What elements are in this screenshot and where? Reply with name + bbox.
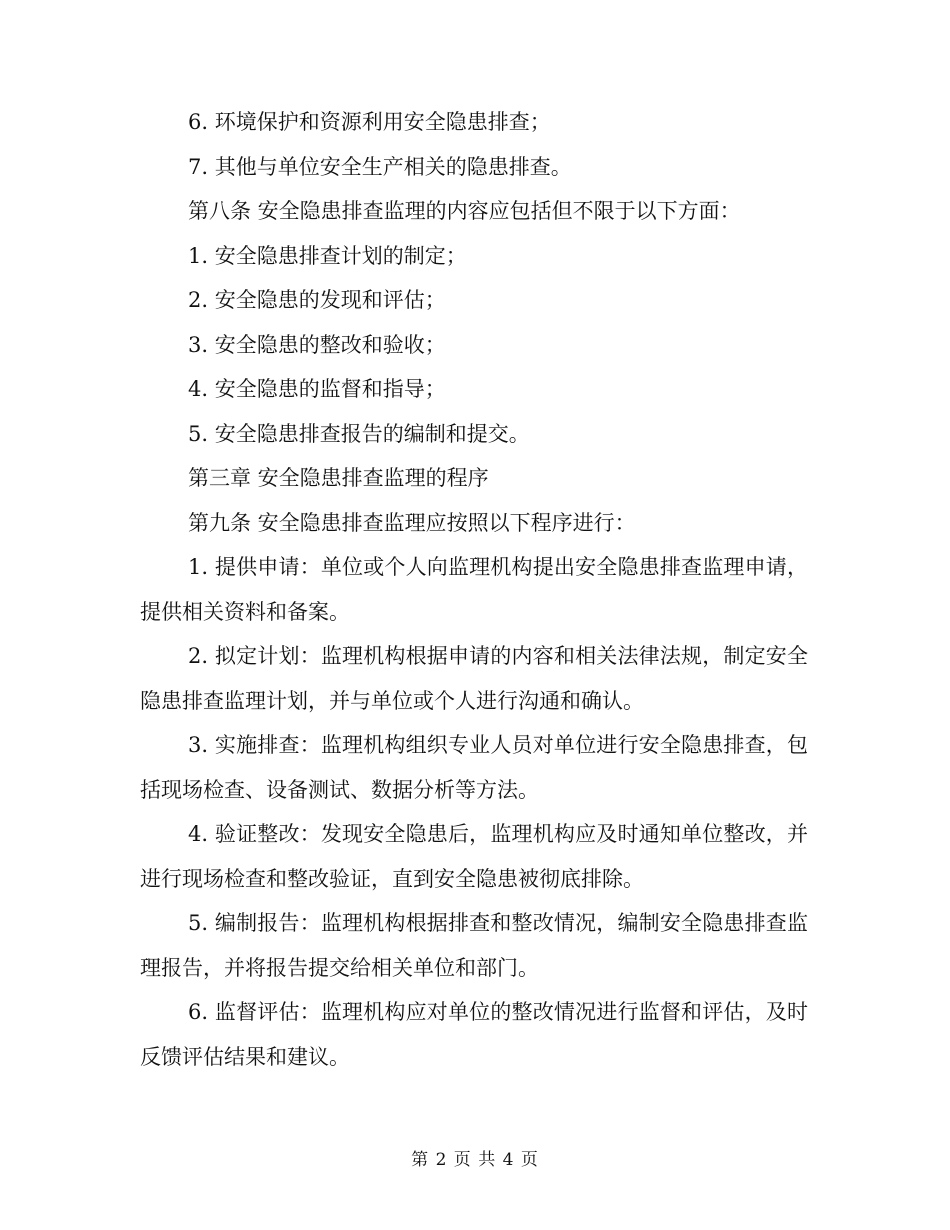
paragraph: 7. 其他与单位安全生产相关的隐患排查。 [188,154,572,179]
paragraph: 2. 拟定计划：监理机构根据申请的内容和相关法律法规，制定安全隐患排查监理计划，并与单位或个人进行沟通和确认。 [140,644,808,713]
paragraph: 1. 提供申请：单位或个人向监理机构提出安全隐患排查监理申请，提供相关资料和备案。 [140,555,808,624]
paragraph: 5. 安全隐患排查报告的编制和提交。 [188,421,530,446]
paragraph: 3. 安全隐患的整改和验收； [188,332,446,357]
paragraph: 4. 安全隐患的监督和指导； [188,377,446,401]
paragraph: 5. 编制报告：监理机构根据排查和整改情况，编制安全隐患排查监理报告，并将报告提交给相关单位和部门。 [140,911,808,980]
document-body [140,100,808,1079]
paragraph: 3. 实施排查：监理机构组织专业人员对单位进行安全隐患排查，包括现场检查、设备测试、数据分析等方法。 [140,733,808,802]
paragraph: 6. 监督评估：监理机构应对单位的整改情况进行监督和评估，及时反馈评估结果和建议。 [140,1000,808,1069]
page-number-footer: 第 2 页 共 4 页 [411,1150,539,1170]
article-heading: 第八条 安全隐患排查监理的内容应包括但不限于以下方面： [188,199,741,223]
paragraph: 2. 安全隐患的发现和评估； [188,288,446,312]
paragraph: 1. 安全隐患排查计划的制定； [188,243,467,268]
paragraph: 4. 验证整改：发现安全隐患后，监理机构应及时通知单位整改，并进行现场检查和整改验证，直到安全隐患被彻底排除。 [140,822,808,891]
paragraph: 6. 环境保护和资源利用安全隐患排查； [188,110,551,134]
article-heading: 第九条 安全隐患排查监理应按照以下程序进行： [188,510,636,535]
chapter-heading: 第三章 安全隐患排查监理的程序 [188,466,489,490]
